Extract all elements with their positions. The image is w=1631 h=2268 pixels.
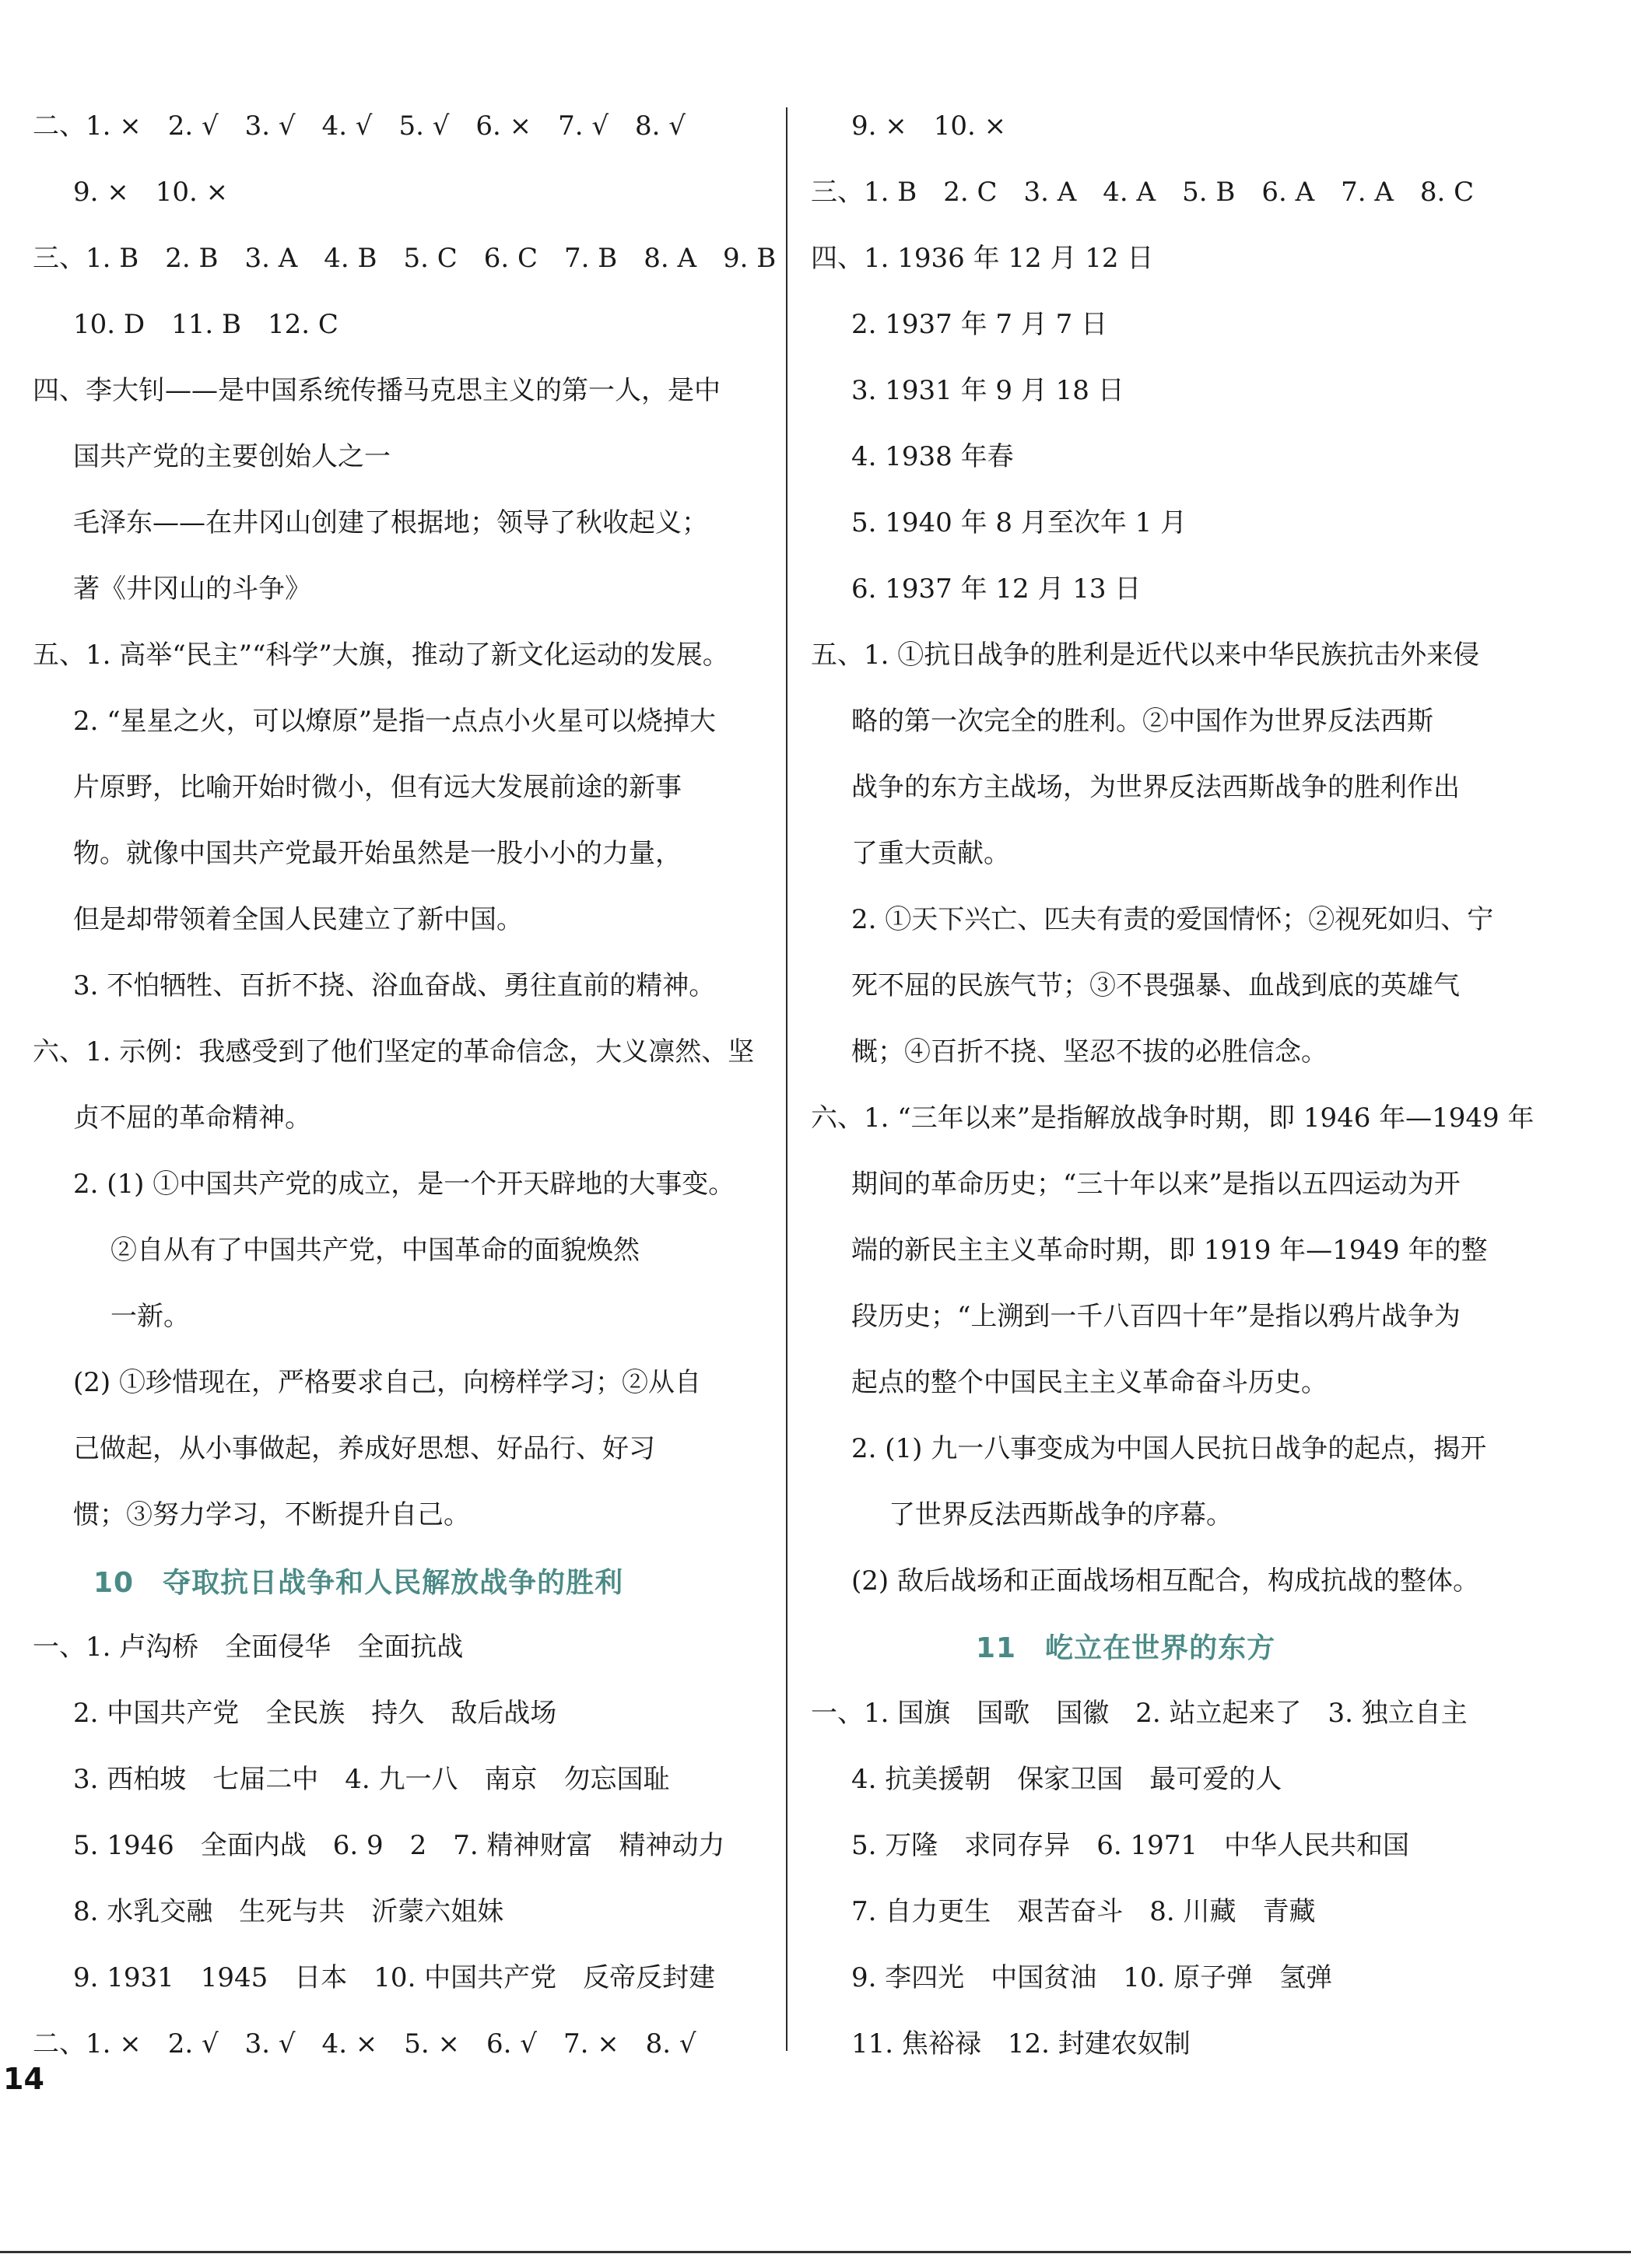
answer-line: 11. 焦裕禄 12. 封建农奴制: [851, 2028, 1191, 2059]
answer-line: 5. 1946 全面内战 6. 9 2 7. 精神财富 精神动力: [73, 1830, 725, 1861]
answer-line: 概；④百折不挠、坚忍不拔的必胜信念。: [851, 1036, 1328, 1067]
answer-line: 三、1. B 2. C 3. A 4. A 5. B 6. A 7. A 8. C: [811, 177, 1475, 208]
answer-line: 5. 万隆 求同存异 6. 1971 中华人民共和国: [851, 1830, 1410, 1861]
answer-line: 4. 抗美援朝 保家卫国 最可爱的人: [851, 1764, 1282, 1795]
answer-line: 一新。: [110, 1301, 190, 1332]
answer-line: 己做起，从小事做起，养成好思想、好品行、好习: [73, 1433, 655, 1464]
column-divider: [786, 107, 787, 2051]
answer-line: 惯；③努力学习，不断提升自己。: [73, 1499, 470, 1530]
answer-line: (2) 敌后战场和正面战场相互配合，构成抗战的整体。: [851, 1565, 1479, 1597]
answer-line: 著《井冈山的斗争》: [73, 573, 311, 605]
answer-line: 3. 西柏坡 七届二中 4. 九一八 南京 勿忘国耻: [73, 1764, 670, 1795]
answer-line: 8. 水乳交融 生死与共 沂蒙六姐妹: [73, 1896, 504, 1927]
answer-line: (2) ①珍惜现在，严格要求自己，向榜样学习；②从自: [73, 1367, 701, 1398]
answer-line: 7. 自力更生 艰苦奋斗 8. 川藏 青藏: [851, 1896, 1316, 1927]
answer-line: 2. (1) 九一八事变成为中国人民抗日战争的起点，揭开: [851, 1433, 1487, 1464]
answer-line: 六、1. “三年以来”是指解放战争时期，即 1946 年—1949 年: [811, 1102, 1535, 1134]
answer-line: 了世界反法西斯战争的序幕。: [889, 1499, 1233, 1530]
answer-line: 2. ①天下兴亡、匹夫有责的爱国情怀；②视死如归、宁: [851, 904, 1494, 935]
answer-line: 起点的整个中国民主主义革命奋斗历史。: [851, 1367, 1328, 1398]
page-number: 14: [3, 2062, 44, 2096]
answer-line: 二、1. × 2. √ 3. √ 4. × 5. × 6. √ 7. × 8. √: [33, 2028, 696, 2059]
answer-line: 9. 1931 1945 日本 10. 中国共产党 反帝反封建: [73, 1962, 716, 1993]
answer-line: 3. 不怕牺牲、百折不挠、浴血奋战、勇往直前的精神。: [73, 970, 716, 1001]
section-heading-11: 11 屹立在世界的东方: [976, 1632, 1276, 1664]
answer-line: 一、1. 国旗 国歌 国徽 2. 站立起来了 3. 独立自主: [811, 1698, 1468, 1729]
answer-line: 10. D 11. B 12. C: [73, 309, 338, 340]
answer-line: 3. 1931 年 9 月 18 日: [851, 375, 1124, 406]
answer-line: 9. × 10. ×: [73, 177, 229, 208]
answer-line: 段历史；“上溯到一千八百四十年”是指以鸦片战争为: [851, 1301, 1461, 1332]
answer-line: 端的新民主主义革命时期，即 1919 年—1949 年的整: [851, 1235, 1488, 1266]
answer-line: 片原野，比喻开始时微小，但有远大发展前途的新事: [73, 772, 682, 803]
answer-line: 5. 1940 年 8 月至次年 1 月: [851, 507, 1187, 538]
answer-line: 2. “星星之火，可以燎原”是指一点点小火星可以烧掉大: [73, 706, 717, 737]
answer-line: 四、李大钊——是中国系统传播马克思主义的第一人，是中: [33, 375, 721, 406]
answer-line: 五、1. 高举“民主”“科学”大旗，推动了新文化运动的发展。: [33, 640, 729, 671]
answer-line: 9. 李四光 中国贫油 10. 原子弹 氢弹: [851, 1962, 1333, 1993]
answer-line: 战争的东方主战场，为世界反法西斯战争的胜利作出: [851, 772, 1460, 803]
bottom-rule: [0, 2251, 1631, 2253]
section-heading-10: 10 夺取抗日战争和人民解放战争的胜利: [93, 1567, 624, 1599]
answer-line: 期间的革命历史；“三十年以来”是指以五四运动为开: [851, 1169, 1461, 1200]
answer-line: 六、1. 示例：我感受到了他们坚定的革命信念，大义凛然、坚: [33, 1036, 755, 1067]
answer-line: 三、1. B 2. B 3. A 4. B 5. C 6. C 7. B 8. A 9. B: [33, 243, 777, 274]
answer-line: 二、1. × 2. √ 3. √ 4. √ 5. √ 6. × 7. √ 8. √: [33, 110, 686, 142]
answer-line: 2. (1) ①中国共产党的成立，是一个开天辟地的大事变。: [73, 1169, 735, 1200]
answer-line: 物。就像中国共产党最开始虽然是一股小小的力量，: [73, 838, 682, 869]
answer-line: 国共产党的主要创始人之一: [73, 441, 391, 472]
answer-line: 死不屈的民族气节；③不畏强暴、血战到底的英雄气: [851, 970, 1460, 1001]
answer-line: 2. 中国共产党 全民族 持久 敌后战场: [73, 1698, 557, 1729]
answer-line: 了重大贡献。: [851, 838, 1010, 869]
answer-line: 略的第一次完全的胜利。②中国作为世界反法西斯: [851, 706, 1433, 737]
answer-line: 一、1. 卢沟桥 全面侵华 全面抗战: [33, 1632, 464, 1663]
answer-line: 五、1. ①抗日战争的胜利是近代以来中华民族抗击外来侵: [811, 640, 1480, 671]
answer-line: 贞不屈的革命精神。: [73, 1102, 311, 1134]
answer-line: ②自从有了中国共产党，中国革命的面貌焕然: [110, 1235, 640, 1266]
answer-line: 四、1. 1936 年 12 月 12 日: [811, 243, 1154, 274]
answer-line: 毛泽东——在井冈山创建了根据地；领导了秋收起义；: [73, 507, 708, 538]
answer-line: 4. 1938 年春: [851, 441, 1014, 472]
answer-line: 9. × 10. ×: [851, 110, 1007, 142]
answer-line: 6. 1937 年 12 月 13 日: [851, 573, 1142, 605]
answer-line: 2. 1937 年 7 月 7 日: [851, 309, 1108, 340]
answer-line: 但是却带领着全国人民建立了新中国。: [73, 904, 523, 935]
